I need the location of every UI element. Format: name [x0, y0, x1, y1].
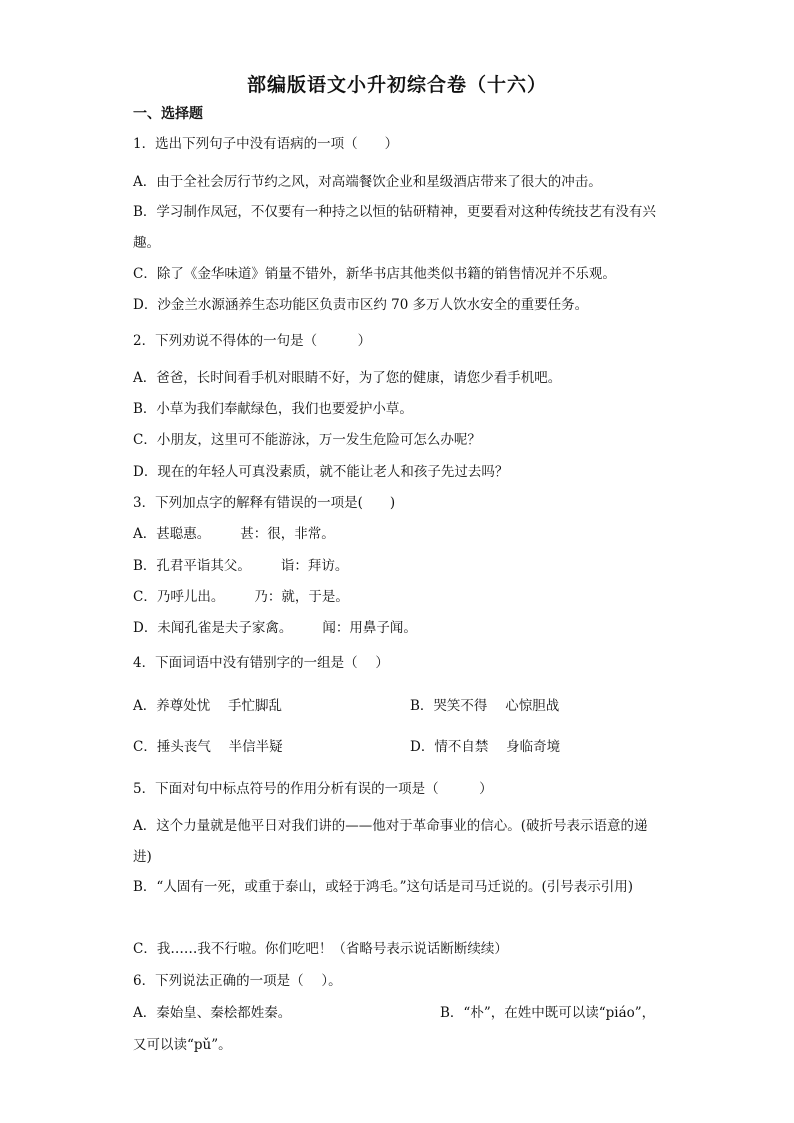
option-note: 甚：很，非常。	[240, 526, 335, 542]
question-4-option-d: D．情不自禁 身临奇境	[410, 739, 561, 755]
question-2-option-b: B．小草为我们奉献绿色，我们也要爱护小草。	[133, 401, 413, 417]
question-5-option-a: A．这个力量就是他平日对我们讲的——他对于革命事业的信心。(破折号表示语意的递进)	[133, 818, 648, 865]
question-6-option-b-continued: 又可以读“pǔ”。	[133, 1037, 232, 1053]
question-5-option-c: C．我……我不行啦。你们吃吧！（省略号表示说话断断续续）	[133, 941, 508, 957]
option-text: B．孔君平诣其父。	[133, 558, 251, 574]
question-2-stem: 2．下列劝说不得体的一句是（ ）	[133, 333, 372, 349]
question-6-stem: 6．下列说法正确的一项是（ ）。	[133, 973, 342, 989]
question-4-stem: 4．下面词语中没有错别字的一组是（ ）	[133, 655, 389, 671]
question-2-option-d: D．现在的年轻人可真没素质，就不能让老人和孩子先过去吗？	[133, 464, 509, 480]
question-4-option-c: C．捶头丧气 半信半疑	[133, 739, 283, 755]
question-3-option-a	[133, 524, 335, 544]
page-title: 部编版语文小升初综合卷（十六）	[246, 74, 547, 96]
question-1-option-a: A．由于全社会厉行节约之风，对高端餐饮企业和星级酒店带来了很大的冲击。	[133, 174, 602, 190]
question-4-option-b: B．哭笑不得 心惊胆战	[410, 698, 560, 714]
option-note: 闻：用鼻子闻。	[322, 620, 417, 636]
question-3-option-b	[133, 556, 348, 576]
question-1-stem: 1．选出下列句子中没有语病的一项（ ）	[133, 136, 399, 152]
question-6-option-b: B．“朴”，在姓中既可以读“piáo”，	[440, 1005, 656, 1021]
option-text: C．乃呼儿出。	[133, 589, 225, 605]
question-1-option-d: D．沙金兰水源涵养生态功能区负责市区约 70 多万人饮水安全的重要任务。	[133, 297, 589, 313]
option-note: 乃：就，于是。	[254, 589, 349, 605]
question-2-option-a: A．爸爸，长时间看手机对眼睛不好，为了您的健康，请您少看手机吧。	[133, 370, 562, 386]
question-1-option-b: B．学习制作凤冠，不仅要有一种持之以恒的钻研精神，更要看对这种传统技艺有没有兴趣。	[133, 204, 656, 251]
question-3-option-d	[133, 618, 417, 638]
question-3-stem: 3．下列加点字的解释有错误的一项是( )	[133, 495, 396, 511]
question-1-option-c: C．除了《金华味道》销量不错外，新华书店其他类似书籍的销售情况并不乐观。	[133, 266, 616, 282]
option-text: A．甚聪惠。	[133, 526, 211, 542]
question-2-option-c: C．小朋友，这里可不能游泳，万一发生危险可怎么办呢？	[133, 432, 481, 448]
option-note: 诣：拜访。	[280, 558, 349, 574]
question-5-option-b: B．“人固有一死，或重于泰山，或轻于鸿毛。”这句话是司马迁说的。(引号表示引用)	[133, 879, 634, 895]
question-4-option-a: A．养尊处忧 手忙脚乱	[133, 698, 283, 714]
question-3-option-c	[133, 587, 349, 607]
option-text: D．未闻孔雀是夫子家禽。	[133, 620, 293, 636]
question-6-option-a: A．秦始皇、秦桧都姓秦。	[133, 1005, 292, 1021]
question-5-stem: 5．下面对句中标点符号的作用分析有误的一项是（ ）	[133, 781, 493, 797]
section-heading: 一、选择题	[133, 106, 203, 122]
